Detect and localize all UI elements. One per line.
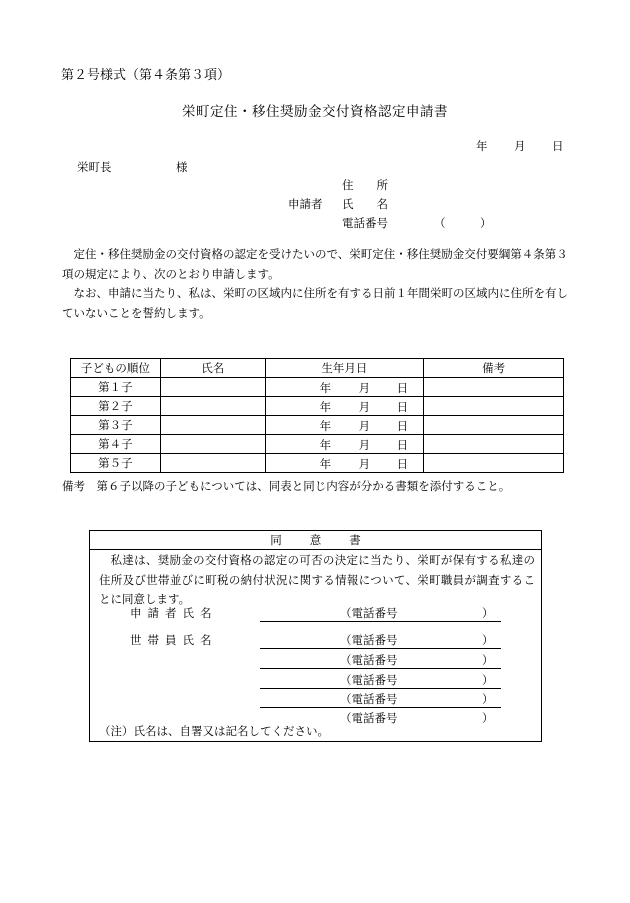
consent-title bbox=[90, 531, 541, 550]
phone-label: （電話番号 bbox=[340, 633, 398, 647]
table-row bbox=[71, 435, 564, 454]
children-table bbox=[70, 358, 564, 473]
birth-month: 月 bbox=[358, 438, 371, 452]
addressee: 栄町長 bbox=[77, 160, 112, 174]
document-title: 栄町定住・移住奨励金交付資格認定申請書 bbox=[182, 104, 448, 120]
consent-section bbox=[89, 530, 542, 742]
birth-day: 日 bbox=[396, 457, 409, 471]
application-body bbox=[62, 245, 572, 323]
household-signature-label: 世帯員氏名 bbox=[130, 633, 218, 647]
phone-close: ） bbox=[482, 633, 494, 647]
phone-close: ） bbox=[482, 692, 494, 706]
birth-day: 日 bbox=[396, 400, 409, 414]
child-order: 第３子 bbox=[71, 416, 161, 435]
child-birthdate-cell[interactable] bbox=[265, 416, 424, 435]
body-paragraph-2: なお、申請に当たり、私は、栄町の区域内に住所を有する日前１年間栄町の区域内に住所を有していないことを誓約します。 bbox=[62, 286, 568, 320]
phone-label: （電話番号 bbox=[340, 653, 398, 667]
phone-label: （電話番号 bbox=[340, 692, 398, 706]
applicant-name-label: 氏 名 bbox=[342, 197, 388, 211]
body-paragraph-1: 定住・移住奨励金の交付資格の認定を受けたいので、栄町定住・移住奨励金交付要綱第４条第３項の規定により、次のとおり申請します。 bbox=[62, 247, 568, 281]
child-remarks-cell[interactable] bbox=[424, 454, 564, 473]
consent-title-char: 意 bbox=[309, 533, 322, 547]
child-order: 第４子 bbox=[71, 435, 161, 454]
table-row bbox=[71, 378, 564, 397]
child-name-cell[interactable] bbox=[160, 416, 265, 435]
table-row bbox=[71, 416, 564, 435]
applicant-label: 申請者 bbox=[288, 197, 323, 211]
consent-title-char: 同 bbox=[270, 533, 282, 547]
applicant-address-label: 住 所 bbox=[342, 178, 388, 192]
phone-close: ） bbox=[482, 673, 494, 687]
child-name-cell[interactable] bbox=[160, 454, 265, 473]
child-order: 第２子 bbox=[71, 397, 161, 416]
household-signature-line[interactable] bbox=[260, 630, 501, 649]
birth-year: 年 bbox=[319, 400, 332, 414]
birth-year: 年 bbox=[319, 419, 332, 433]
phone-close: ） bbox=[482, 711, 494, 725]
child-order: 第１子 bbox=[71, 378, 161, 397]
table-row bbox=[71, 397, 564, 416]
household-signature-line[interactable] bbox=[260, 689, 501, 708]
phone-label: （電話番号 bbox=[340, 711, 398, 725]
child-name-cell[interactable] bbox=[160, 397, 265, 416]
birth-day: 日 bbox=[396, 419, 409, 433]
child-remarks-cell[interactable] bbox=[424, 416, 564, 435]
date-day: 日 bbox=[552, 139, 564, 153]
birth-year: 年 bbox=[319, 381, 332, 395]
applicant-phone-paren: （ ） bbox=[434, 216, 492, 230]
phone-label: （電話番号 bbox=[340, 606, 398, 620]
applicant-phone-label: 電話番号 bbox=[342, 216, 388, 230]
consent-paragraph: 私達は、奨励金の交付資格の認定の可否の決定に当たり、栄町が保有する私達の住所及び世帯並びに町税の納付状況に関する情報について、栄町職員が調査することに同意します。 bbox=[99, 553, 535, 606]
birth-month: 月 bbox=[358, 381, 371, 395]
header-birthdate: 生年月日 bbox=[265, 359, 424, 378]
consent-text bbox=[99, 551, 535, 610]
consent-title-char: 書 bbox=[349, 533, 361, 547]
header-remarks: 備考 bbox=[424, 359, 564, 378]
applicant-signature-line[interactable] bbox=[260, 603, 501, 622]
birth-day: 日 bbox=[396, 381, 409, 395]
header-name: 氏名 bbox=[160, 359, 265, 378]
header-child-order: 子どもの順位 bbox=[71, 359, 161, 378]
birth-year: 年 bbox=[319, 438, 332, 452]
child-remarks-cell[interactable] bbox=[424, 378, 564, 397]
phone-label: （電話番号 bbox=[340, 673, 398, 687]
child-birthdate-cell[interactable] bbox=[265, 378, 424, 397]
phone-close: ） bbox=[482, 606, 494, 620]
form-number: 第２号様式（第４条第３項） bbox=[61, 68, 231, 83]
applicant-signature-label: 申請者氏名 bbox=[130, 606, 218, 620]
child-birthdate-cell[interactable] bbox=[265, 397, 424, 416]
date-month: 月 bbox=[514, 139, 526, 153]
birth-month: 月 bbox=[358, 419, 371, 433]
table-header-row bbox=[71, 359, 564, 378]
birth-day: 日 bbox=[396, 438, 409, 452]
child-remarks-cell[interactable] bbox=[424, 435, 564, 454]
household-signature-line[interactable] bbox=[260, 650, 501, 669]
phone-close: ） bbox=[482, 653, 494, 667]
child-order: 第５子 bbox=[71, 454, 161, 473]
child-remarks-cell[interactable] bbox=[424, 397, 564, 416]
date-year: 年 bbox=[476, 139, 488, 153]
table-note: 備考 第６子以降の子どもについては、同表と同じ内容が分かる書類を添付すること。 bbox=[62, 479, 511, 493]
child-birthdate-cell[interactable] bbox=[265, 454, 424, 473]
birth-month: 月 bbox=[358, 400, 371, 414]
child-name-cell[interactable] bbox=[160, 378, 265, 397]
birth-month: 月 bbox=[358, 457, 371, 471]
table-row bbox=[71, 454, 564, 473]
addressee-honorific: 様 bbox=[176, 160, 188, 174]
consent-note: （注）氏名は、自署又は記名してください。 bbox=[99, 724, 329, 738]
birth-year: 年 bbox=[319, 457, 332, 471]
child-name-cell[interactable] bbox=[160, 435, 265, 454]
household-signature-line[interactable] bbox=[260, 670, 501, 689]
child-birthdate-cell[interactable] bbox=[265, 435, 424, 454]
